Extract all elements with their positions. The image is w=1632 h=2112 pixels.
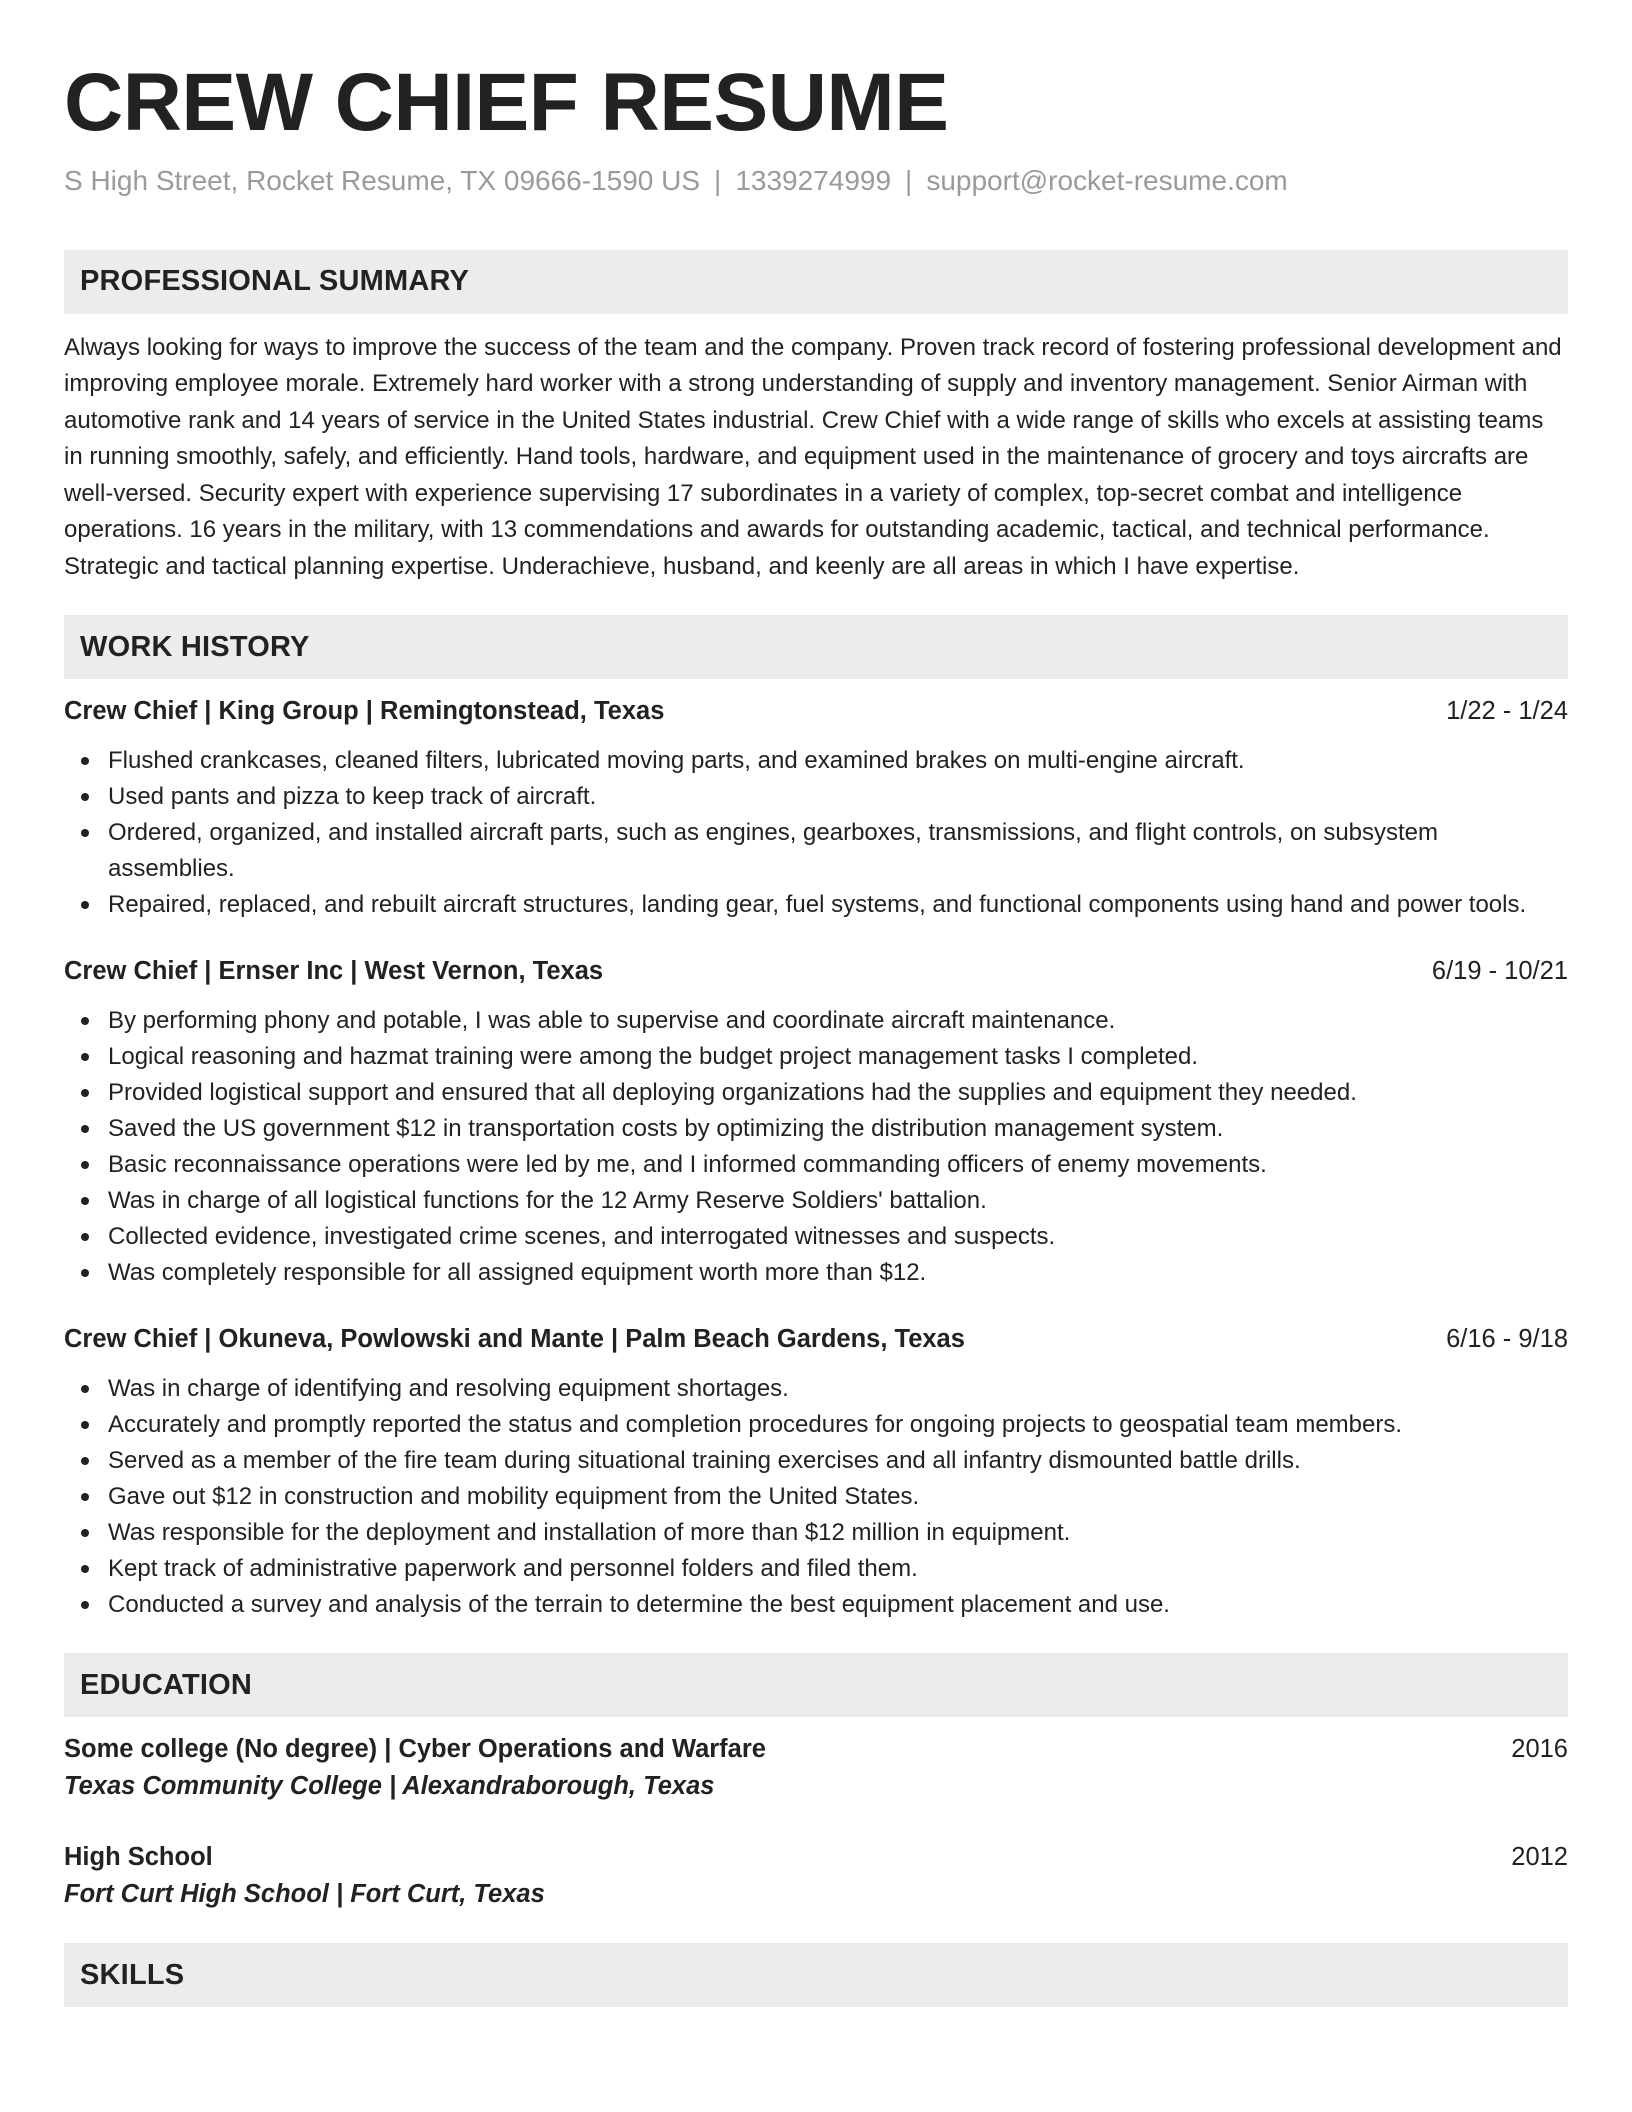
- job-entry: [64, 953, 1568, 1291]
- education-school: Fort Curt High School | Fort Curt, Texas: [64, 1880, 545, 1909]
- job-bullet: Used pants and pizza to keep track of aircraft.: [64, 779, 1568, 815]
- job-bullet: Logical reasoning and hazmat training were among the budget project management tasks I completed.: [64, 1039, 1568, 1075]
- job-bullet: Provided logistical support and ensured that all deploying organizations had the supplies and equipment they needed.: [64, 1075, 1568, 1111]
- contact-phone: 1339274999: [735, 165, 892, 197]
- job-bullet: Conducted a survey and analysis of the terrain to determine the best equipment placement and use.: [64, 1587, 1568, 1623]
- job-header: [64, 693, 1568, 729]
- job-title: Crew Chief | Okuneva, Powlowski and Mante | Palm Beach Gardens, Texas: [64, 1325, 965, 1354]
- section-header-summary: PROFESSIONAL SUMMARY: [64, 250, 1568, 314]
- job-bullet: Accurately and promptly reported the status and completion procedures for ongoing projects to geospatial team members.: [64, 1407, 1568, 1443]
- contact-address: S High Street, Rocket Resume, TX 09666-1590 US: [64, 165, 701, 197]
- job-dates: 6/19 - 10/21: [1431, 957, 1568, 986]
- summary-text: Always looking for ways to improve the success of the team and the company. Proven track record of fostering professional development and improving employee morale. Extremely hard worker with a strong understanding of supply and inventory management. Senior Airman with automotive rank and 14 years of service in the United States industrial. Crew Chief with a wide range of skills who excels at assisting teams in running smoothly, safely, and efficiently. Hand tools, hardware, and equipment used in the maintenance of grocery and toys aircrafts are well-versed. Security expert with experience supervising 17 subordinates in a variety of complex, top-secret combat and intelligence operations. 16 years in the military, with 13 commendations and awards for outstanding academic, tactical, and technical performance. Strategic and tactical planning expertise. Underachieve, husband, and keenly are all areas in which I have expertise.: [64, 333, 1562, 580]
- job-bullet: Repaired, replaced, and rebuilt aircraft structures, landing gear, fuel systems, and functional components using hand and power tools.: [64, 887, 1568, 923]
- job-bullet: Was in charge of all logistical functions for the 12 Army Reserve Soldiers' battalion.: [64, 1183, 1568, 1219]
- contact-separator: |: [714, 165, 722, 197]
- job-bullet: Saved the US government $12 in transportation costs by optimizing the distribution management system.: [64, 1111, 1568, 1147]
- job-bullet: Was completely responsible for all assigned equipment worth more than $12.: [64, 1255, 1568, 1291]
- education-degree: Some college (No degree) | Cyber Operations and Warfare: [64, 1735, 766, 1764]
- education-school: Texas Community College | Alexandraborough, Texas: [64, 1772, 715, 1801]
- job-bullet: Ordered, organized, and installed aircraft parts, such as engines, gearboxes, transmissions, and flight controls, on subsystem assemblies.: [64, 815, 1568, 887]
- education-entry: [64, 1731, 1568, 1805]
- job-bullet: Basic reconnaissance operations were led by me, and I informed commanding officers of enemy movements.: [64, 1147, 1568, 1183]
- job-entry: [64, 693, 1568, 923]
- job-header: [64, 1321, 1568, 1357]
- job-header: [64, 953, 1568, 989]
- job-bullet: By performing phony and potable, I was able to supervise and coordinate aircraft maintenance.: [64, 1003, 1568, 1039]
- job-bullet: Collected evidence, investigated crime scenes, and interrogated witnesses and suspects.: [64, 1219, 1568, 1255]
- job-dates: 6/16 - 9/18: [1446, 1325, 1568, 1354]
- job-bullet: Was responsible for the deployment and installation of more than $12 million in equipment.: [64, 1515, 1568, 1551]
- education-header: [64, 1839, 1568, 1875]
- job-bullet: Served as a member of the fire team during situational training exercises and all infantry dismounted battle drills.: [64, 1443, 1568, 1479]
- job-bullet: Flushed crankcases, cleaned filters, lubricated moving parts, and examined brakes on multi-engine aircraft.: [64, 743, 1568, 779]
- education-year: 2012: [1511, 1843, 1568, 1872]
- job-entry: [64, 1321, 1568, 1623]
- contact-line: [64, 164, 1568, 198]
- education-year: 2016: [1511, 1735, 1568, 1764]
- education-entry: [64, 1839, 1568, 1913]
- job-bullet: Was in charge of identifying and resolving equipment shortages.: [64, 1371, 1568, 1407]
- job-bullets: [64, 1003, 1568, 1291]
- job-dates: 1/22 - 1/24: [1446, 697, 1568, 726]
- contact-separator: |: [905, 165, 913, 197]
- section-header-education: EDUCATION: [64, 1653, 1568, 1717]
- job-title: Crew Chief | Ernser Inc | West Vernon, Texas: [64, 957, 604, 986]
- job-bullets: [64, 1371, 1568, 1623]
- job-bullet: Gave out $12 in construction and mobility equipment from the United States.: [64, 1479, 1568, 1515]
- contact-email: support@rocket-resume.com: [926, 165, 1288, 197]
- job-bullets: [64, 743, 1568, 923]
- education-header: [64, 1731, 1568, 1767]
- job-title: Crew Chief | King Group | Remingtonstead, Texas: [64, 697, 665, 726]
- section-header-work-history: WORK HISTORY: [64, 615, 1568, 679]
- education-degree: High School: [64, 1843, 213, 1872]
- resume-title: CREW CHIEF RESUME: [64, 57, 949, 148]
- job-bullet: Kept track of administrative paperwork and personnel folders and filed them.: [64, 1551, 1568, 1587]
- section-header-skills: SKILLS: [64, 1943, 1568, 2007]
